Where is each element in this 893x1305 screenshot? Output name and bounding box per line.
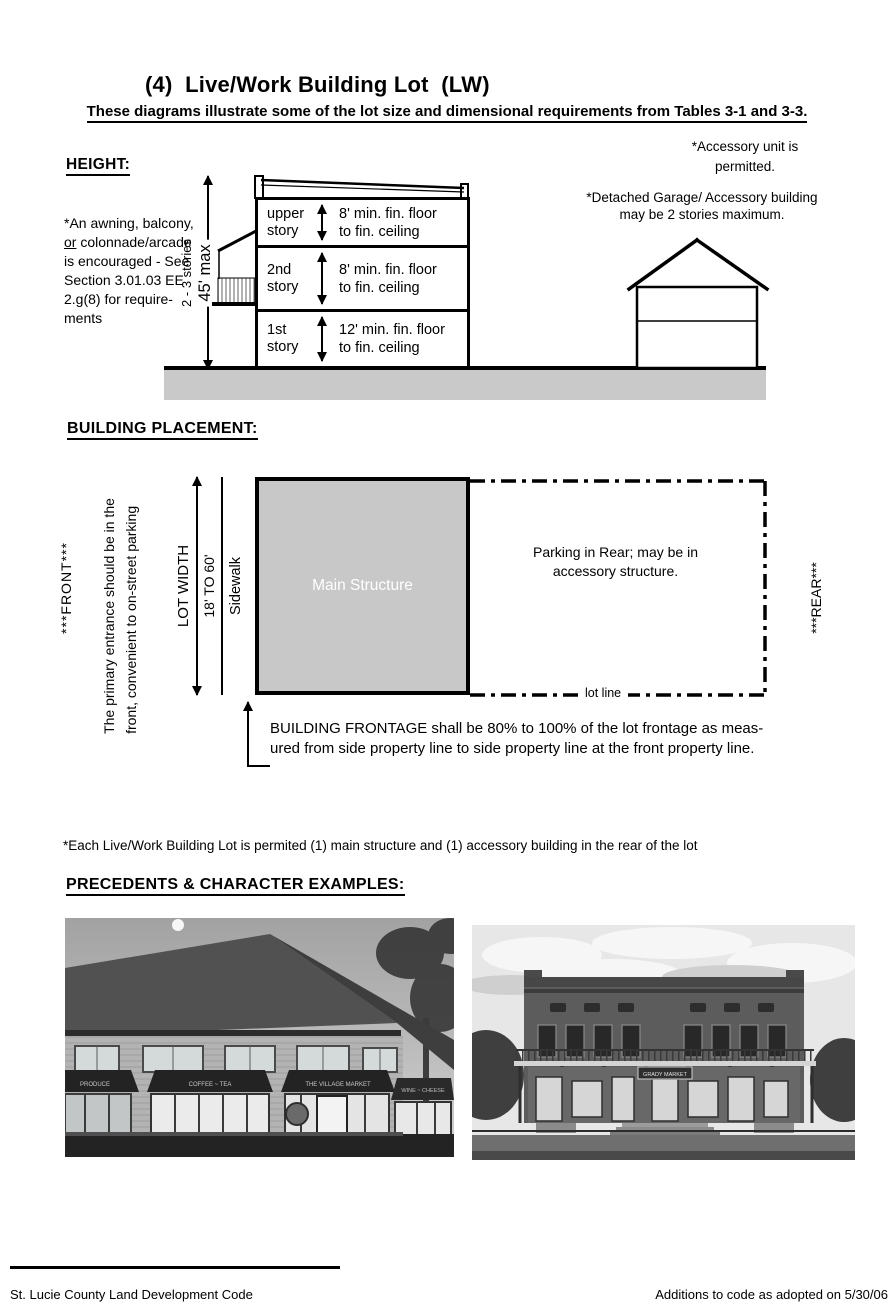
awning-note-line: colonnade/arcade bbox=[76, 234, 192, 250]
photo-ground bbox=[65, 1134, 454, 1157]
lot-width-assembly bbox=[175, 477, 220, 695]
story-desc: 8' min. fin. floor bbox=[339, 261, 437, 278]
sidewalk-label-wrap bbox=[228, 477, 250, 695]
frontage-arrow-foot bbox=[247, 765, 270, 767]
awning-note-line: 2.g(8) for require- bbox=[64, 291, 173, 307]
awning-sign: COFFEE ~ TEA bbox=[188, 1082, 232, 1088]
story-label: story bbox=[267, 278, 299, 295]
permitted-structures-note: *Each Live/Work Building Lot is permited (1) main structure and (1) accessory building in the rear of the lot bbox=[63, 838, 698, 853]
accessory-unit-note: *Accessory unit is permitted. bbox=[691, 139, 799, 174]
awning-sign: THE VILLAGE MARKET bbox=[305, 1082, 371, 1088]
front-label: ***FRONT*** bbox=[58, 541, 74, 634]
precedents-heading: PRECEDENTS & CHARACTER EXAMPLES: bbox=[66, 876, 405, 894]
rear-label-wrap bbox=[808, 538, 830, 658]
placement-heading: BUILDING PLACEMENT: bbox=[67, 420, 258, 438]
parking-note: Parking in Rear; may be in accessory structure. bbox=[533, 544, 698, 579]
balcony bbox=[212, 231, 257, 304]
story-desc: to fin. ceiling bbox=[339, 223, 420, 240]
awning-note-line: ments bbox=[64, 310, 103, 326]
height-heading: HEIGHT: bbox=[66, 156, 130, 174]
page-title: (4) Live/Work Building Lot (LW) bbox=[145, 72, 490, 97]
sidewalk-line bbox=[221, 477, 223, 695]
max-height-label: 45' max bbox=[196, 239, 215, 306]
main-structure-label: Main Structure bbox=[312, 577, 413, 594]
story-desc: 8' min. fin. floor bbox=[339, 205, 437, 222]
awning-note-line: Section 3.01.03 EE bbox=[64, 272, 184, 288]
brick-building bbox=[514, 970, 816, 1135]
awning-sign: PRODUCE bbox=[79, 1082, 111, 1088]
grady-market-photo bbox=[472, 925, 855, 1160]
detached-garage-note: *Detached Garage/ Accessory building may be 2 stories maximum. bbox=[586, 190, 818, 222]
footer-rule bbox=[10, 1266, 340, 1269]
story-label: 1st bbox=[267, 322, 287, 338]
story-label: upper bbox=[267, 205, 305, 222]
main-structure bbox=[255, 477, 470, 695]
awning-note-line: *An awning, balcony, bbox=[64, 215, 194, 231]
story-desc: 12' min. fin. floor bbox=[339, 322, 445, 338]
lot-width-arrow bbox=[196, 477, 198, 695]
lot-width-label: LOT WIDTH bbox=[175, 541, 192, 631]
awning-note-or: or bbox=[64, 234, 77, 250]
front-note-wrap bbox=[96, 460, 146, 772]
moon bbox=[172, 919, 184, 931]
frontage-note: BUILDING FRONTAGE shall be 80% to 100% of the lot frontage as meas- ured from side property line to side property line at the front property line. bbox=[270, 720, 764, 757]
street-shadow bbox=[472, 1151, 855, 1160]
footer-right: Additions to code as adopted on 5/30/06 bbox=[655, 1287, 888, 1302]
story-label: 2nd bbox=[267, 261, 292, 278]
rear-label: ***REAR*** bbox=[808, 562, 824, 634]
storefront-dusk-photo bbox=[65, 918, 454, 1157]
frontage-arrow bbox=[247, 702, 249, 766]
awning-sign: WINE ~ CHEESE bbox=[401, 1088, 445, 1094]
stories-range-label: 2 - 3 stories bbox=[179, 238, 194, 307]
footer-left: St. Lucie County Land Development Code bbox=[10, 1287, 253, 1302]
story-label: story bbox=[267, 222, 299, 239]
curb bbox=[65, 1132, 403, 1136]
front-label-wrap bbox=[58, 495, 80, 680]
front-note: The primary entrance should be in the front, convenient to on-street parking bbox=[101, 498, 139, 734]
sidewalk-label: Sidewalk bbox=[228, 556, 244, 616]
lot-line-label: lot line bbox=[578, 686, 628, 700]
story-desc: to fin. ceiling bbox=[339, 340, 420, 356]
lot-width-value: 18' TO 60' bbox=[201, 554, 217, 618]
accessory-building bbox=[629, 240, 767, 368]
building-sign: GRADY MARKET bbox=[643, 1072, 687, 1078]
awning-note-line: is encouraged - See bbox=[64, 253, 190, 269]
roof-parapet bbox=[255, 176, 468, 198]
subtitle-text: These diagrams illustrate some of the lot size and dimensional requirements from Tables 3-1 and 3-3. bbox=[87, 103, 808, 123]
parking-area-boundary bbox=[468, 470, 770, 702]
story-desc: to fin. ceiling bbox=[339, 279, 420, 296]
story-label: story bbox=[267, 339, 299, 355]
